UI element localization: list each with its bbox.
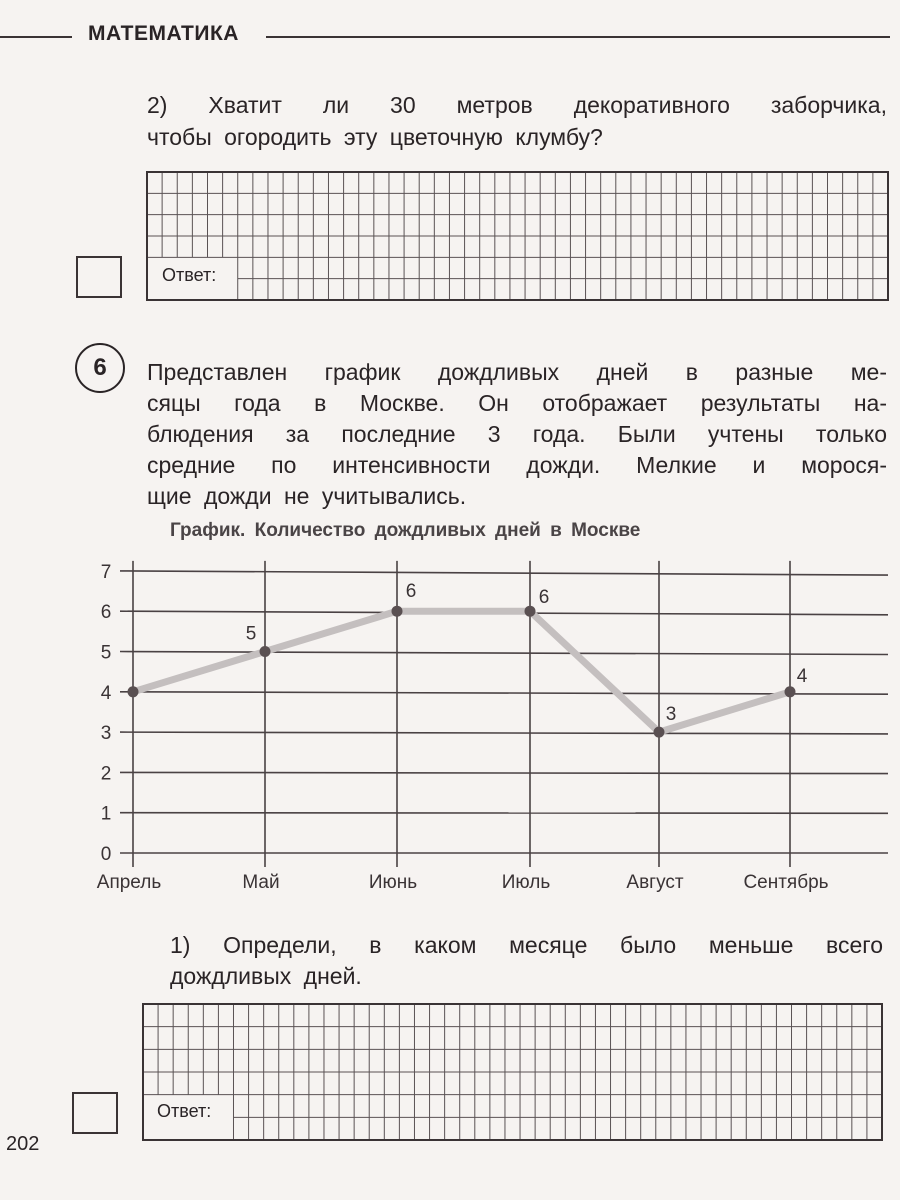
data-label: 6 <box>538 587 550 609</box>
page-number: 202 <box>6 1133 40 1155</box>
y-tick-label: 3 <box>100 723 112 745</box>
task6-text-line: сяцы года в Москве. Он отображает результаты на- <box>147 390 887 416</box>
data-label: 4 <box>796 665 808 687</box>
y-tick-label: 1 <box>100 803 112 825</box>
task6-text-line: щие дожди не учитывались. <box>147 483 467 509</box>
chart-title: График. Количество дождливых дней в Москве <box>170 520 641 541</box>
x-tick-label: Апрель <box>96 872 162 893</box>
x-tick-label: Май <box>242 872 280 893</box>
data-label: 5 <box>245 623 257 645</box>
x-tick-label: Сентябрь <box>743 872 829 893</box>
task5-question-line: 2) Хватит ли 30 метров декоративного заборчика, <box>147 92 887 118</box>
score-box-task6[interactable] <box>72 1092 118 1134</box>
task6-text-line: Представлен график дождливых дней в разные ме- <box>147 359 887 385</box>
task5-question-line: чтобы огородить эту цветочную клумбу? <box>147 124 603 150</box>
x-tick-label: Июль <box>501 872 551 893</box>
task-number-badge: 6 <box>75 343 125 393</box>
data-label: 3 <box>665 704 677 726</box>
task6-text-line <box>147 450 887 480</box>
y-tick-label: 0 <box>100 844 112 865</box>
y-tick-label: 5 <box>100 642 112 664</box>
x-tick-label: Август <box>626 872 684 893</box>
y-tick-label: 6 <box>100 602 112 624</box>
score-box-task5[interactable] <box>76 256 122 298</box>
task6-question-line: 1) Определи, в каком месяце было меньше всего <box>170 932 883 958</box>
y-tick-label: 4 <box>100 682 112 704</box>
y-tick-label: 2 <box>100 763 112 785</box>
text-fragment: средние по интенсивности дожди. Мелкие и морося- <box>147 452 887 478</box>
y-tick-label: 7 <box>100 561 112 583</box>
answer-label: Ответ: <box>162 265 217 285</box>
answer-label: Ответ: <box>157 1101 212 1121</box>
x-tick-label: Июнь <box>368 872 418 893</box>
subject-header: МАТЕМАТИКА <box>88 22 239 45</box>
data-label: 6 <box>405 581 417 603</box>
task6-question-line: дождливых дней. <box>170 963 362 989</box>
task6-text-line: блюдения за последние 3 года. Были учтены только <box>147 421 887 447</box>
